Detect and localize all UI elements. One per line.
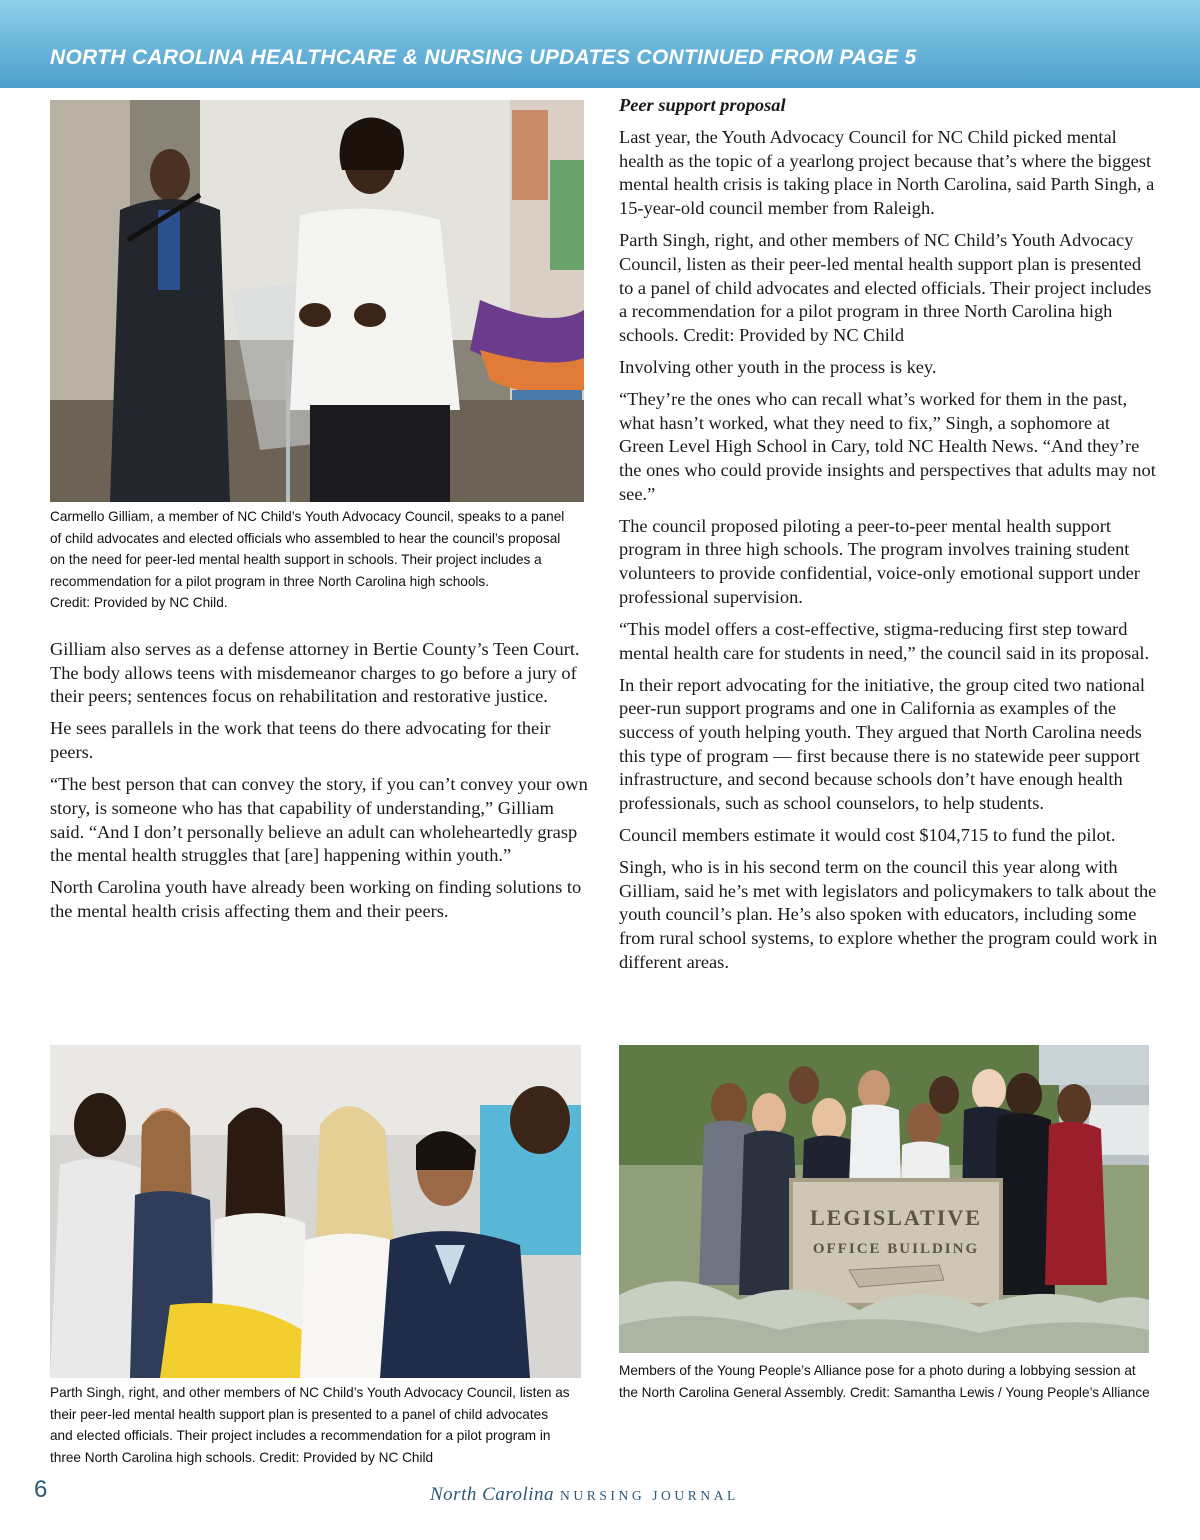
masthead-script: North Carolina: [430, 1484, 555, 1505]
paragraph: In their report advocating for the initiative, the group cited two national peer-run support programs and one in California as examples of the success of youth helping youth. They argued that North Carolina needs this type of program — first because there is no statewide peer support infrastructure, and second because schools don’t have enough health professionals, such as school counselors, to help students.: [619, 674, 1146, 814]
section-subhead: Peer support proposal: [619, 95, 786, 115]
journal-masthead: [430, 1484, 739, 1506]
page-number: 6: [34, 1476, 48, 1503]
paragraph: North Carolina youth have already been working on finding solutions to the mental health crisis affecting them and their peers.: [50, 877, 582, 921]
paragraph: Involving other youth in the process is key.: [619, 356, 937, 377]
right-article-column: [619, 94, 1159, 983]
paragraph: Parth Singh, right, and other members of NC Child’s Youth Advocacy Council, listen as their peer-led mental health support plan is presented to a panel of child advocates and elected officials. Their project includes a recommendation for a pilot program in three North Carolina high schools. Credit: Provided by NC Child: [619, 230, 1152, 345]
masthead-caps: NURSING JOURNAL: [560, 1488, 739, 1503]
audience-photo: [50, 1045, 581, 1378]
group-photo: [619, 1045, 1149, 1353]
sign-text-line-1: LEGISLATIVE: [810, 1205, 982, 1230]
banner-title: NORTH CAROLINA HEALTHCARE & NURSING UPDATES CONTINUED FROM PAGE 5: [50, 46, 917, 69]
paragraph: Singh, who is in his second term on the council this year along with Gilliam, said he’s met with legislators and policymakers to talk about the youth council’s plan. He’s also spoken with educators, including some from rural school systems, to explore whether the program could work in different areas.: [619, 857, 1158, 972]
left-article-column: [50, 638, 590, 932]
sign-text-line-2: OFFICE BUILDING: [812, 1241, 980, 1257]
paragraph: “They’re the ones who can recall what’s worked for them in the past, what hasn’t worked, what they need to fix,” Singh, a sophomore at Green Level High School in Cary, told NC Health News. “And they’re the ones who could provide insights and perspectives that adults may not see.”: [619, 388, 1156, 504]
audience-photo-caption: Parth Singh, right, and other members of NC Child’s Youth Advocacy Council, listen as their peer-led mental health support plan is presented to a panel of child advocates and elected officials. Their project includes a recommendation for a pilot program in three North Carolina high schools. Credit: Provided by NC Child: [50, 1385, 570, 1465]
paragraph: Last year, the Youth Advocacy Council for NC Child picked mental health as the topic of a yearlong project because that’s where the biggest mental health crisis is taking place in North Carolina, said Parth Singh, a 15-year-old council member from Raleigh.: [619, 127, 1155, 219]
group-photo-caption: Members of the Young People’s Alliance pose for a photo during a lobbying session at the North Carolina General Assembly. Credit: Samantha Lewis / Young People’s Alliance: [619, 1363, 1150, 1400]
section-banner: [0, 0, 1200, 88]
paragraph: “This model offers a cost-effective, stigma-reducing first step toward mental health care for students in need,” the council said in its proposal.: [619, 618, 1150, 663]
speaker-photo: [50, 100, 584, 502]
paragraph: “The best person that can convey the story, if you can’t convey your own story, is someone who has that capability of understanding,” Gilliam said. “And I don’t personally believe an adult can wholeheartedly grasp the mental health struggles that [are] happening within youth.”: [50, 774, 588, 866]
paragraph: Gilliam also serves as a defense attorney in Bertie County’s Teen Court. The body allows teens with misdemeanor charges to go before a jury of their peers; sentences focus on rehabilitation and restorative justice.: [50, 639, 580, 707]
paragraph: Council members estimate it would cost $104,715 to fund the pilot.: [619, 825, 1116, 846]
paragraph: He sees parallels in the work that teens do there advocating for their peers.: [50, 718, 551, 763]
speaker-photo-caption: Carmello Gilliam, a member of NC Child’s Youth Advocacy Council, speaks to a panel of child advocates and elected officials who assembled to hear the council’s proposal on the need for peer-led mental health support in schools. Their project includes a recommendation for a pilot program in three North Carolina high schools. Credit: Provided by NC Child.: [50, 509, 565, 610]
paragraph: The council proposed piloting a peer-to-peer mental health support program in three high schools. The program involves training student volunteers to provide confidential, voice-only emotional support under professional supervision.: [619, 515, 1140, 607]
